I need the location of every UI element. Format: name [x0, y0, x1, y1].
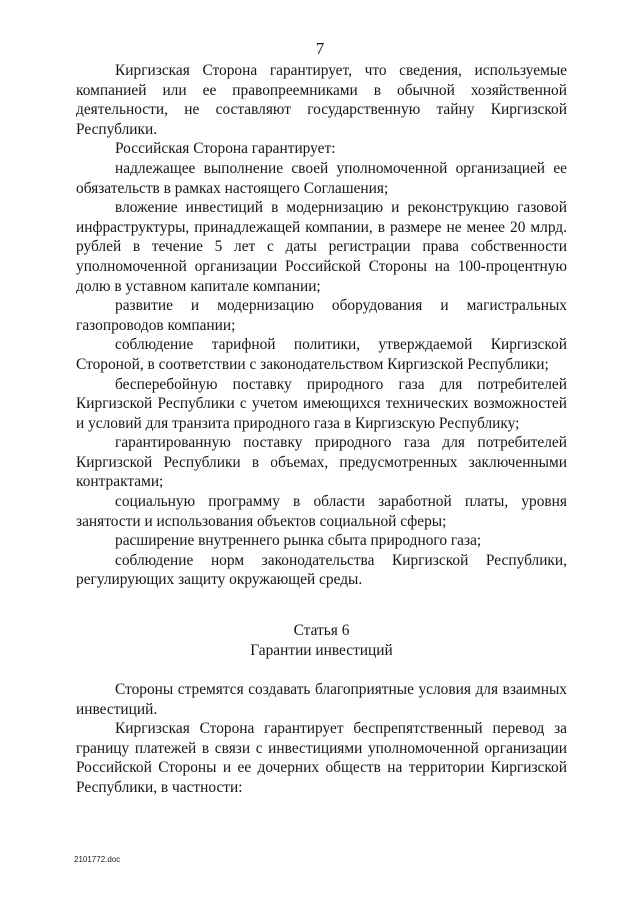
paragraph-uninterrupted-supply: бесперебойную поставку природного газа для потребителей Киргизской Республики с учетом имеющихся технических возможностей и условий для транзита природного газа в Киргизскую Республику; — [76, 375, 567, 432]
paragraph-secrecy-guarantee: Киргизская Сторона гарантирует, что сведения, используемые компанией или ее правопреемниками в обычной хозяйственной деятельности, не составляют государственную тайну Киргизской Республики. — [76, 62, 567, 138]
paragraph-payment-transfer: Киргизская Сторона гарантирует беспрепятственный перевод за границу платежей в связи с инвестициями уполномоченной организации Российской Стороны и ее дочерних обществ на территории Киргизской Республики, в частности: — [76, 720, 567, 796]
body-text — [76, 61, 567, 590]
paragraph-market-expansion: расширение внутреннего рынка сбыта природного газа; — [115, 532, 482, 550]
article-number: Статья 6 — [293, 622, 350, 639]
paragraph-tariff-policy: соблюдение тарифной политики, утверждаемой Киргизской Стороной, в соответствии с законодательством Киргизской Республики; — [76, 336, 567, 373]
paragraph-social-program: социальную программу в области заработной платы, уровня занятости и использования объектов социальной сферы; — [76, 493, 567, 530]
paragraph-guaranteed-supply: гарантированную поставку природного газа для потребителей Киргизской Республики в объемах, предусмотренных заключенными контрактами; — [76, 434, 567, 491]
file-reference: 2101772.doc — [74, 855, 121, 864]
paragraph-investment: вложение инвестиций в модернизацию и реконструкцию газовой инфраструктуры, принадлежащей компании, в размере не менее 20 млрд. рублей в течение 5 лет с даты регистрации права собственности уполномоченной организации Российской Стороны на 100-процентную долю в уставном капитале компании; — [76, 199, 567, 295]
page-number: 7 — [315, 39, 325, 58]
paragraph-russian-guarantees-intro: Российская Сторона гарантирует: — [115, 140, 336, 158]
article-heading — [76, 621, 567, 660]
paragraph-obligations: надлежащее выполнение своей уполномоченной организацией ее обязательств в рамках настоящего Соглашения; — [76, 159, 567, 197]
article-title: Гарантии инвестиций — [250, 641, 393, 659]
paragraph-favorable-conditions: Стороны стремятся создавать благоприятные условия для взаимных инвестиций. — [76, 681, 567, 718]
article-body — [76, 680, 567, 798]
paragraph-modernization: развитие и модернизацию оборудования и магистральных газопроводов компании; — [76, 297, 567, 334]
paragraph-environmental: соблюдение норм законодательства Киргизской Республики, регулирующих защиту окружающей среды. — [76, 551, 567, 589]
